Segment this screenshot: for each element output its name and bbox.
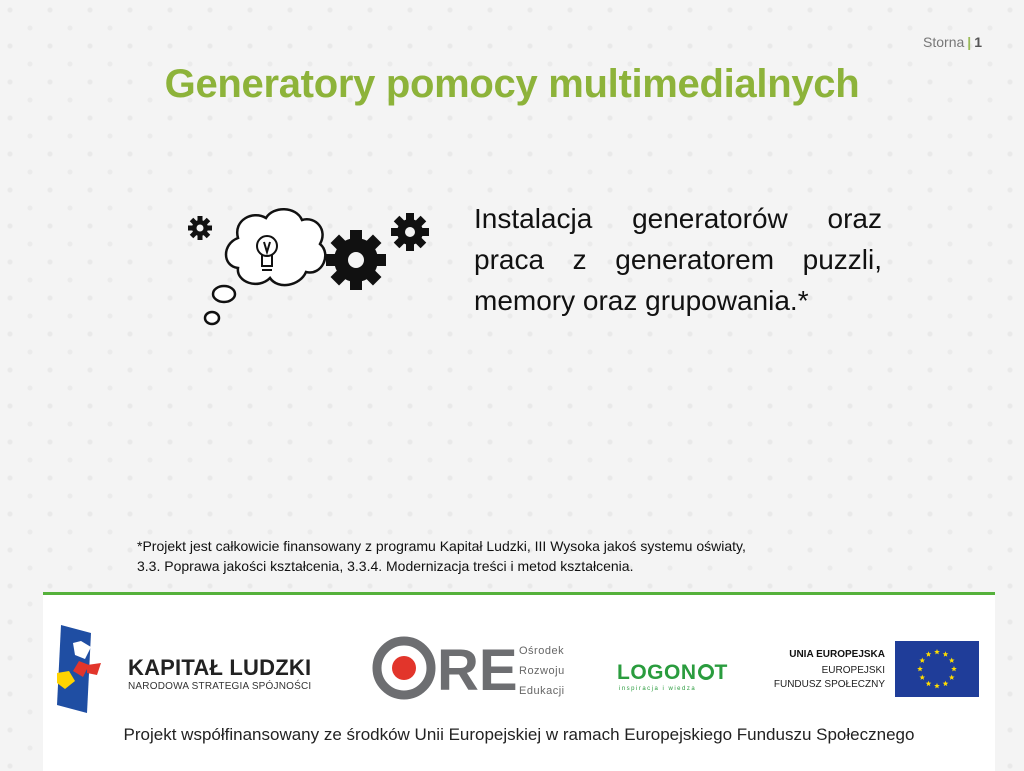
ue-title: UNIA EUROPEJSKA	[789, 649, 885, 660]
ue-line-1: EUROPEJSKI	[821, 665, 885, 676]
page-number-value: 1	[974, 34, 982, 50]
footer-caption: Projekt współfinansowany ze środków Unii Europejskiej w ramach Europejskiego Funduszu Społecznego	[123, 725, 915, 744]
kapital-ludzki-title: KAPITAŁ LUDZKI	[128, 655, 312, 680]
footnote	[137, 536, 897, 576]
footnote-line-2: 3.3. Poprawa jakości kształcenia, 3.3.4. Modernizacja treści i metod kształcenia.	[137, 558, 634, 574]
logonet-e-icon	[698, 664, 714, 680]
ore-name	[519, 641, 565, 701]
ore-line-1: Ośrodek	[519, 645, 565, 657]
large-gear-icon	[326, 230, 386, 290]
page-separator: |	[967, 34, 972, 50]
logonet-name: LOGON	[617, 661, 697, 684]
ue-line-2: FUNDUSZ SPOŁECZNY	[773, 679, 885, 690]
gears-lightbulb-thought-cloud-icon	[178, 198, 440, 338]
page-title: Generatory pomocy multimedialnych	[164, 62, 860, 106]
page-label: Storna	[923, 34, 965, 50]
eu-flag-icon	[895, 641, 979, 697]
body-text: Instalacja generatorów oraz praca z generatorem puzzli, memory oraz grupowania.*	[474, 203, 882, 316]
ore-line-3: Edukacji	[519, 685, 565, 697]
logonet-tagline: inspiracja i wiedza	[619, 686, 697, 692]
kapital-ludzki-logo-icon	[57, 625, 105, 715]
logonet-name-end: T	[714, 661, 728, 684]
medium-gear-icon	[391, 213, 429, 251]
small-gear-icon	[188, 216, 212, 240]
footnote-line-1: *Projekt jest całkowicie finansowany z programu Kapitał Ludzki, III Wysoka jakoś systemu oświaty,	[137, 538, 746, 554]
logonet-logo	[617, 661, 728, 685]
ore-logo	[371, 635, 518, 703]
page-number	[923, 34, 982, 50]
ore-line-2: Rozwoju	[519, 665, 565, 677]
kapital-ludzki-subtitle: NARODOWA STRATEGIA SPÓJNOŚCI	[128, 681, 312, 692]
ore-mark: RE	[437, 638, 518, 703]
footer-logos	[43, 592, 995, 771]
